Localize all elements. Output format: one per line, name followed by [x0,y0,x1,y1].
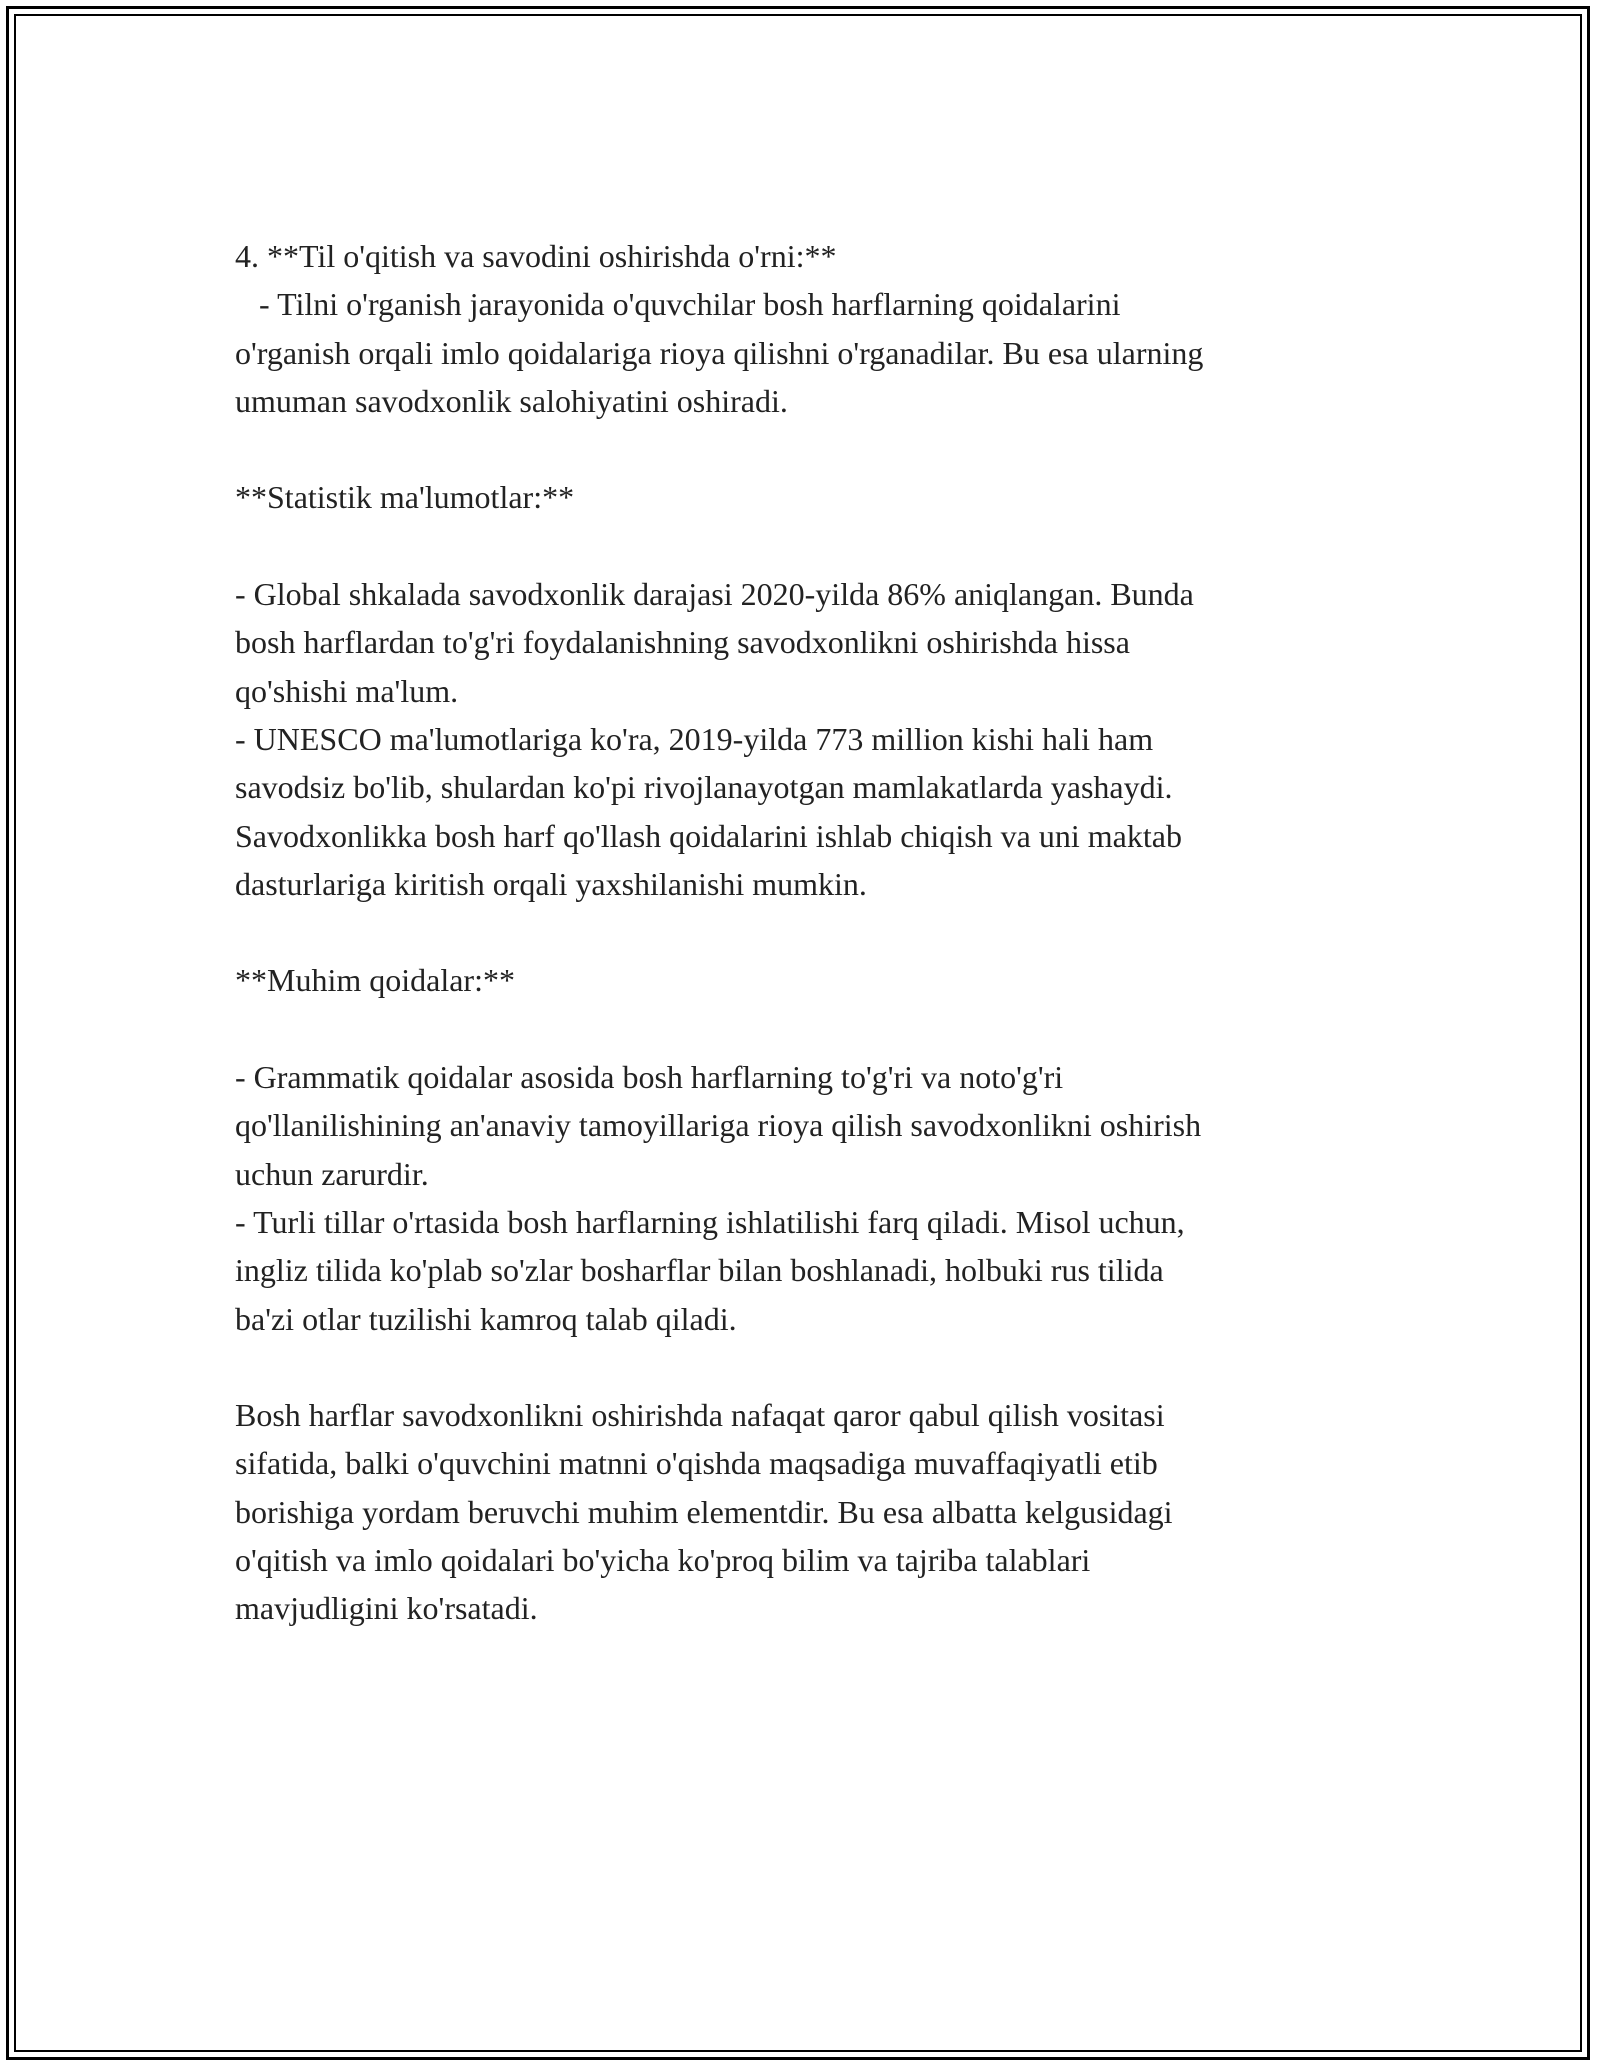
text-line: borishiga yordam beruvchi muhim elementdir. Bu esa albatta kelgusidagi [235,1493,1173,1530]
text-line: Savodxonlikka bosh harf qo'llash qoidalarini ishlab chiqish va uni maktab [235,817,1182,854]
text-line: - Tilni o'rganish jarayonida o'quvchilar bosh harflarning qoidalarini [235,286,1121,323]
text-line: mavjudligini ko'rsatadi. [235,1590,538,1627]
blank-line [235,522,1375,570]
text-line: o'rganish orqali imlo qoidalariga rioya qilishni o'rganadilar. Bu esa ularning [235,334,1204,371]
text-line: ba'zi otlar tuzilishi kamroq talab qiladi. [235,1300,737,1337]
text-line: umuman savodxonlik salohiyatini oshiradi. [235,382,788,419]
text-line: bosh harflardan to'g'ri foydalanishning savodxonlikni oshirishda hissa [235,624,1130,661]
text-line: o'qitish va imlo qoidalari bo'yicha ko'proq bilim va tajriba talablari [235,1542,1091,1579]
text-line: - Global shkalada savodxonlik darajasi 2020-yilda 86% aniqlangan. Bunda [235,576,1194,613]
section-heading: **Statistik ma'lumotlar:** [235,479,575,516]
blank-line [235,1343,1375,1391]
text-line: 4. **Til o'qitish va savodini oshirishda o'rni:** [235,238,837,274]
blank-line [235,425,1375,473]
text-line: qo'llanilishining an'anaviy tamoyillariga rioya qilish savodxonlikni oshirish [235,1107,1202,1144]
blank-line [235,1005,1375,1053]
text-line: uchun zarurdir. [235,1155,429,1192]
text-line: - UNESCO ma'lumotlariga ko'ra, 2019-yilda 773 million kishi hali ham [235,720,1154,757]
text-line: sifatida, balki o'quvchini matnni o'qishda maqsadiga muvaffaqiyatli etib [235,1445,1158,1482]
section-heading: **Muhim qoidalar:** [235,962,515,999]
text-line: dasturlariga kiritish orqali yaxshilanishi mumkin. [235,865,867,902]
text-line: Bosh harflar savodxonlikni oshirishda nafaqat qaror qabul qilish vositasi [235,1397,1165,1434]
text-line: savodsiz bo'lib, shulardan ko'pi rivojlanayotgan mamlakatlarda yashaydi. [235,769,1173,806]
blank-line [235,908,1375,956]
text-line: ingliz tilida ko'plab so'zlar bosharflar bilan boshlanadi, holbuki rus tilida [235,1252,1164,1289]
document-body [235,232,1375,1633]
text-line: - Turli tillar o'rtasida bosh harflarning ishlatilishi farq qiladi. Misol uchun, [235,1203,1185,1240]
text-line: qo'shishi ma'lum. [235,672,459,709]
text-line: - Grammatik qoidalar asosida bosh harflarning to'g'ri va noto'g'ri [235,1059,1064,1096]
